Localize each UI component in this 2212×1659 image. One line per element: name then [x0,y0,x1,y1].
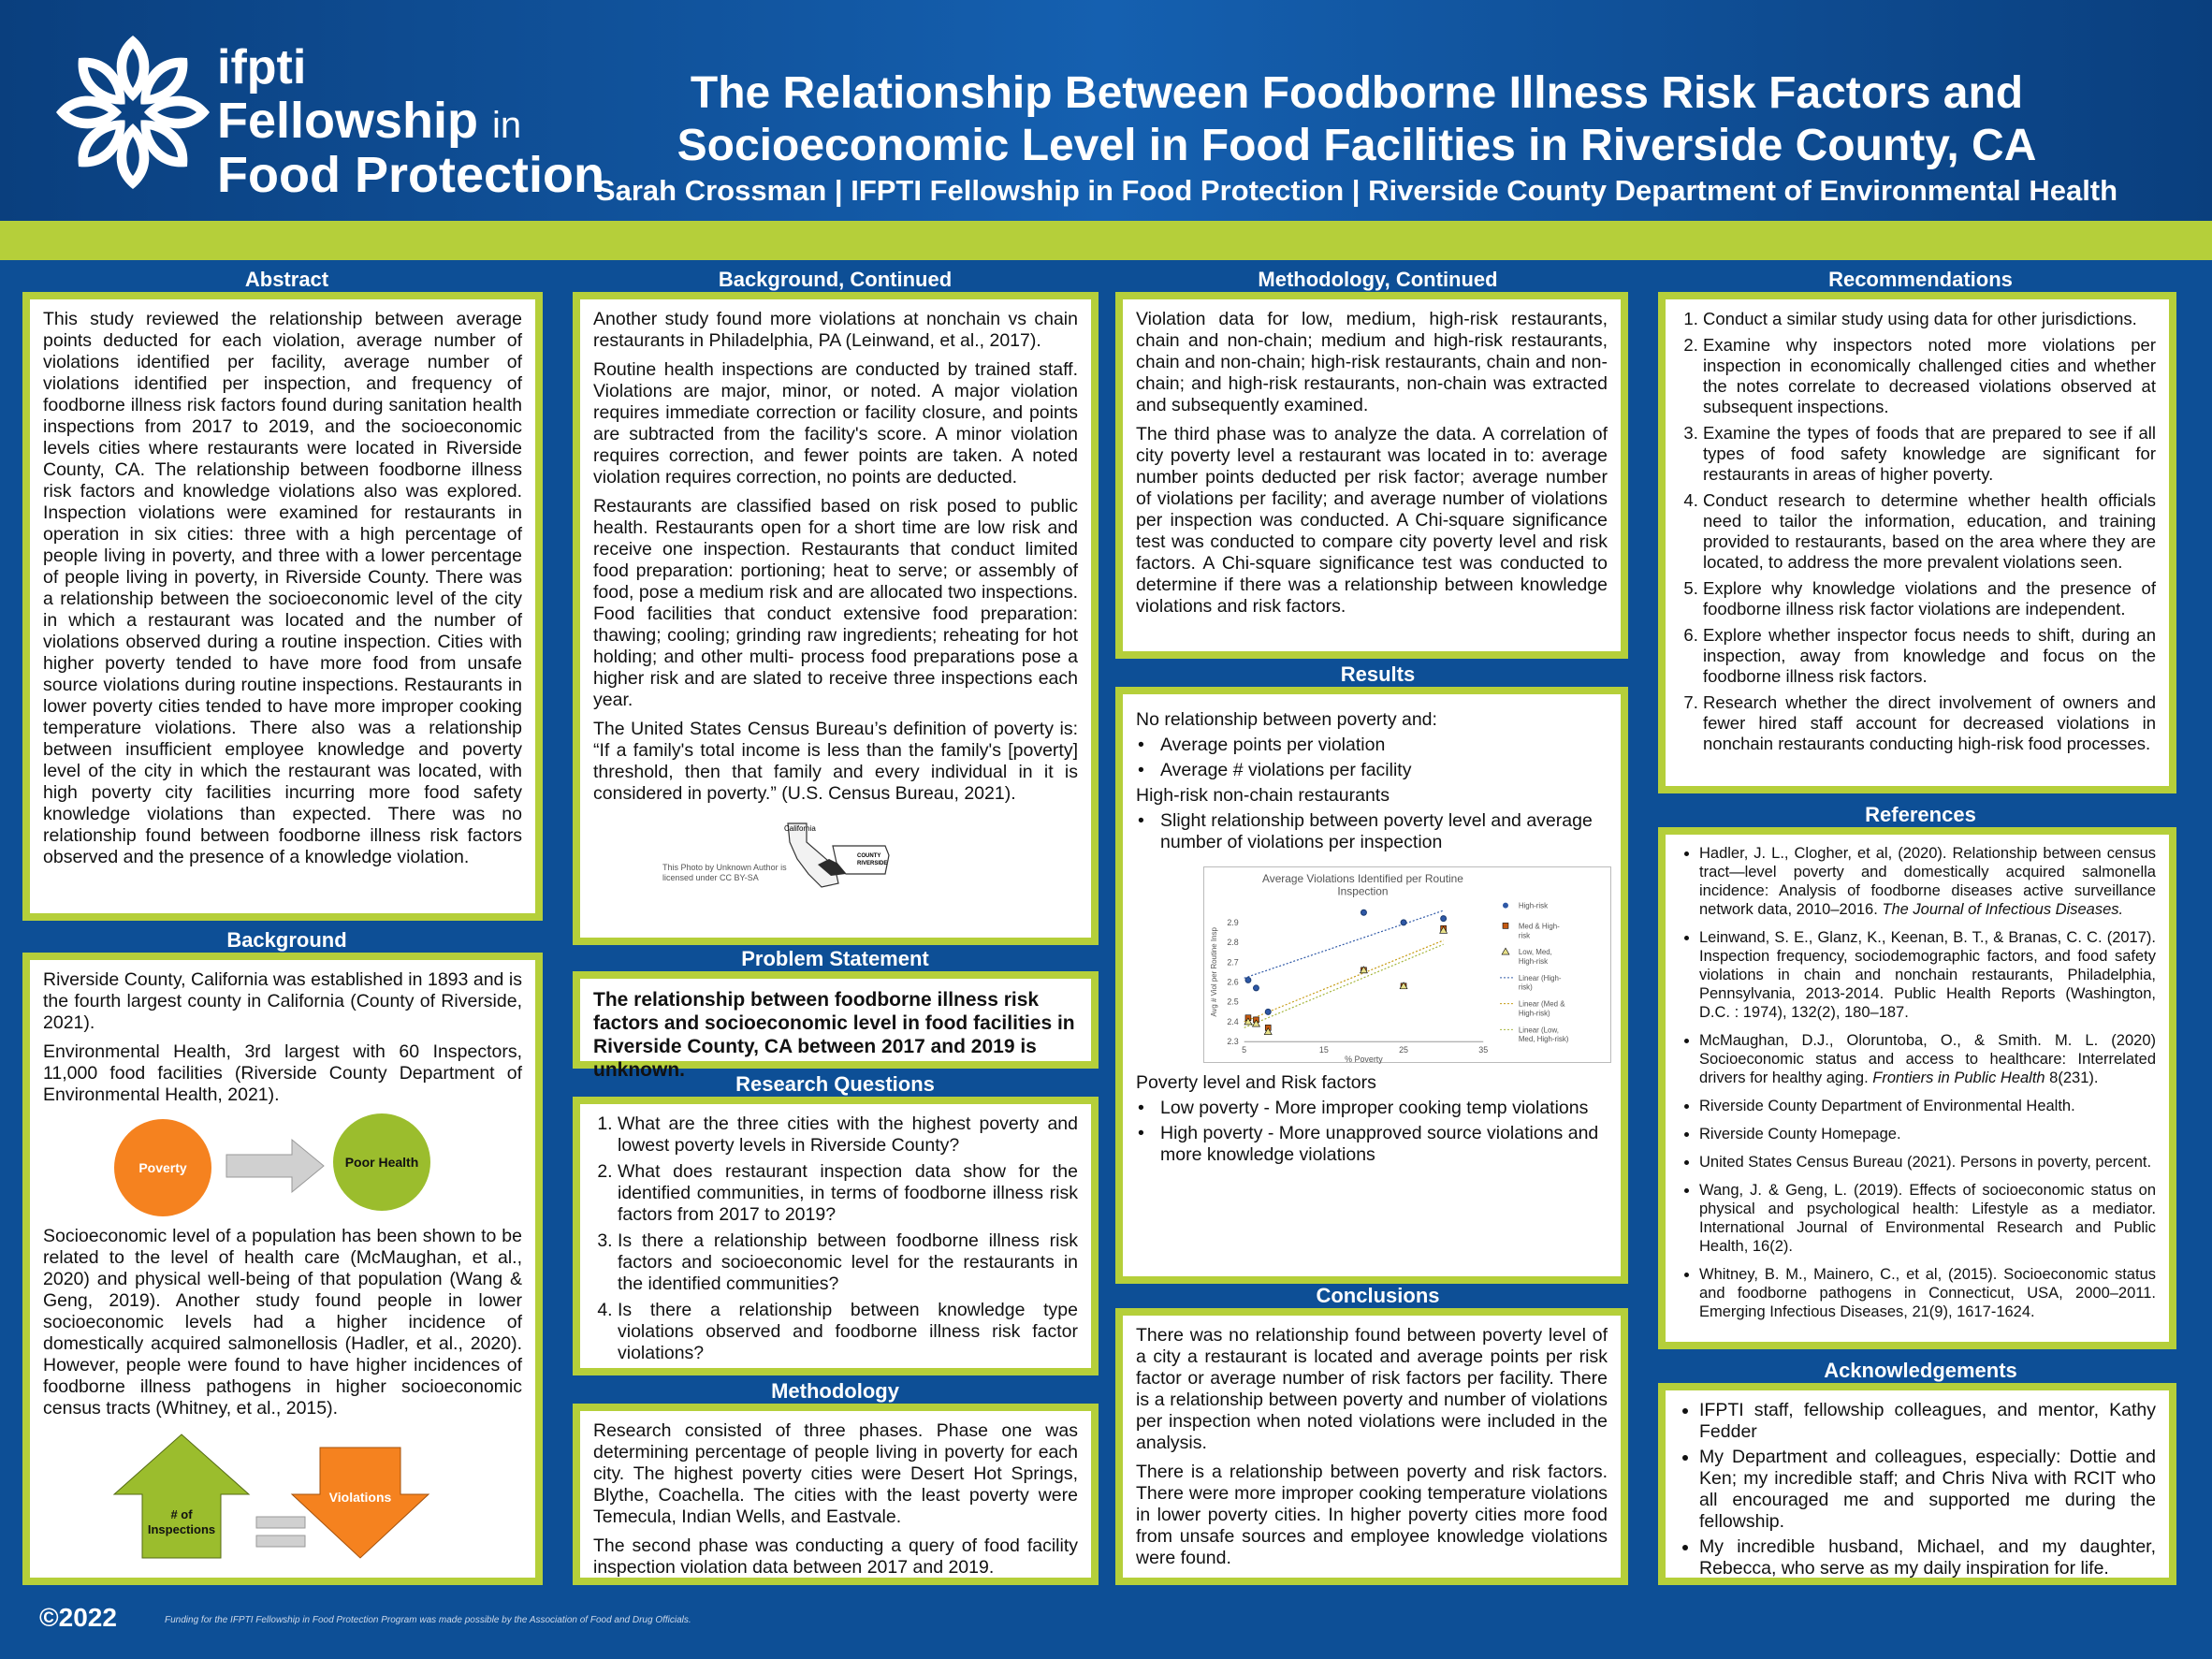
list-item: 3. Is there a relationship between foodborne illness risk factors and socioeconomic level for the restaurants in the identified communities? [618,1230,1078,1295]
chart-point [1265,1009,1271,1014]
list-item [1699,1125,2156,1143]
chart-y-tick: 2.9 [1227,917,1239,927]
list-item: • My Department and colleagues, especially: Dottie and Ken; my incredible staff; and Chris Niva with RCIT who all encouraged me and supported me during the fellowship. [1699,1447,2156,1533]
california-outline [788,823,838,887]
poster-authors: Sarah Crossman | IFPTI Fellowship in Food Protection | Riverside County Department of Environmental Health [595,174,2118,207]
logo-fellowship: Fellowship [217,93,479,149]
recommendations-list [1703,309,2156,754]
legend-marker [1503,923,1508,928]
funding-note: Funding for the IFPTI Fellowship in Food Protection Program was made possible by the Association of Food and Drug Officials. [165,1615,691,1625]
ifpti-flower-logo-icon [49,28,217,196]
chart-y-tick: 2.6 [1227,977,1239,987]
equals-bar-top [256,1517,305,1528]
map-caption-line-2: licensed under CC BY-SA [662,873,759,882]
arrow-right-icon [226,1140,324,1192]
results-list-3 [1136,1098,1608,1166]
references-box [1658,827,2176,1349]
chart-y-tick: 2.3 [1227,1037,1239,1047]
legend-marker [1502,948,1509,954]
map-label-county: COUNTY [857,853,881,859]
list-item: 1. What are the three cities with the highest poverty and lowest poverty levels in Riverside County? [618,1113,1078,1157]
list-item: 5. Explore why knowledge violations and the presence of foodborne illness risk factor violations are independent. [1703,578,2156,619]
legend-label: Linear (Low, [1518,1026,1559,1035]
results-sub: High-risk non-chain restaurants [1136,785,1390,806]
reference-text: Wang, J. & Geng, L. (2019). Effects of socioeconomic status on physical and psychological health: Lifestyle as a mediator. International Journal of Environmental Research and Public Health, 16(2). [1699,1182,2156,1255]
chart-y-tick: 2.8 [1227,938,1239,948]
list-item: 2. Examine why inspectors noted more violations per inspection in economically challenged cities and whether the notes correlate to decreased violations observed at subsequent inspections. [1703,335,2156,417]
reference-journal: The Journal of Infectious Diseases. [1882,901,2124,918]
poverty-label: Poverty [138,1160,187,1175]
chart-point [1441,916,1447,922]
reference-text: United States Census Bureau (2021). Persons in poverty, percent. [1699,1154,2152,1171]
legend-label: High-risk [1518,957,1549,967]
list-item [1699,928,2156,1022]
reference-text: Whitney, B. M., Mainero, C., et al, (2015). Socioeconomic status and foodborne pathogens in Connecticut, USA, 2000–2011. Emerging Infectious Diseases, 21(9), 1617-1624. [1699,1266,2156,1320]
reference-text: Riverside County Homepage. [1699,1126,1901,1142]
chart-title: Average Violations Identified per Routine [1262,871,1463,885]
arrow-up-label-1: # of [170,1507,193,1521]
references-list [1699,844,2156,1321]
list-item: • Average # violations per facility [1136,760,1608,781]
map-caption [662,863,787,883]
background-cont-heading: Background, Continued [718,268,953,291]
background-p2: Environmental Health, 3rd largest with 60 Inspectors, 11,000 food facilities (Riverside County Department of Environmental Health, 2021). [43,1041,522,1105]
list-item: • IFPTI staff, fellowship colleagues, and mentor, Kathy Fedder [1699,1400,2156,1443]
list-item [1699,1031,2156,1087]
background-cont-p4: The United States Census Bureau’s definition of poverty is: “If a family's total income is less than the family's [poverty] threshold, then that family and every individual in it is considered in poverty.” (U.S. Census Bureau, 2021). [593,719,1078,804]
chart-y-label: Avg # Viol per Routine Insp [1209,927,1218,1017]
background-box [22,953,543,1585]
reference-text: Hadler, J. L., Clogher, et al, (2020). Relationship between census tract—level poverty and domestically acquired salmonella incidence: Analysis of foodborne diseases active surveillance network data, 2010–2016. [1699,845,2156,918]
problem-box [573,971,1099,1081]
legend-label: Linear (Med & [1518,999,1565,1009]
legend-marker [1503,903,1508,909]
chart-trendline [1244,944,1444,1027]
methodology-cont-p1: Violation data for low, medium, high-risk restaurants, chain and non-chain; medium and high-risk restaurants, chain and non-chain; high-risk restaurants, chain and non-chain; and high-risk restaurants, non-chain was extracted and subsequently examined. [1136,309,1608,415]
references-heading: References [1865,803,1976,826]
chart-point [1245,977,1251,982]
methodology-p1: Research consisted of three phases. Phase one was determining percentage of people living in poverty for each city. The highest poverty cities were Desert Hot Springs, Blythe, Coachella. The cities with the least poverty were Temecula, Indian Wells, and Eastvale. [593,1420,1078,1527]
title-line-1: The Relationship Between Foodborne Illness Risk Factors and [690,68,2024,118]
abstract-box [22,292,543,921]
reference-text: Leinwand, S. E., Glanz, K., Keenan, B. T., & Branas, C. C. (2017). Inspection frequency, sociodemographic factors, and food safety violations in chain and nonchain restaurants, Philadelphia, Pennsylvania, 2013-2014. Public Health Reports (Washington, D.C. : 1974), 132(2), 180–187. [1699,929,2156,1021]
copyright: ©2022 [39,1603,117,1632]
poverty-health-diagram [43,1113,530,1216]
conclusions-box [1115,1308,1628,1585]
results-heading: Results [1340,662,1416,686]
abstract-text: This study reviewed the relationship between average points deducted for each violation, average number of violations identified per facility, average number of violations identified per inspection, and frequency of foodborne illness risk factors found during sanitation health inspections from 2017 to 2019, and the socioeconomic levels cities where restaurants were located in Riverside County, CA. The relationship between foodborne illness risk factors and knowledge violations also was explored. Inspection violations were examined for restaurants in operation in six cities: three with a high percentage of people living in poverty, and three with a lower percentage of people living in poverty, in Riverside County. There was a relationship between the socioeconomic level of the city in which a restaurant was located and the number of violations observed during a routine inspection. Cities with higher poverty tended to have more food from unsafe source violations during routine inspections. Restaurants in lower poverty cities tended to have more improper cooking temperature violations. There also was a relationship between insufficient employee knowledge and poverty level of the city in which the restaurant was located, with high poverty city facilities incurring more food safety knowledge violations than expected. There was no relationship found between foodborne illness risk factors observed and the presence of a knowledge violation. [43,309,522,867]
reference-text: Riverside County Department of Environmental Health. [1699,1098,2075,1114]
results-list-1 [1136,735,1608,781]
results-box [1115,687,1628,1284]
logo-in: in [492,105,522,146]
list-item: 7. Research whether the direct involvement of owners and fewer hired staff account for decreased violations in nonchain restaurants conducting high-risk food processes. [1703,692,2156,754]
acknowledgements-heading: Acknowledgements [1824,1359,2017,1382]
equals-bar-bottom [256,1535,305,1547]
list-item [1699,1181,2156,1256]
recommendations-box [1658,292,2176,793]
arrow-up-label-2: Inspections [147,1522,216,1536]
chart-point [1253,985,1259,991]
list-item: • High poverty - More unapproved source violations and more knowledge violations [1136,1123,1608,1166]
list-item: 2. What does restaurant inspection data show for the identified communities, in terms of foodborne illness risk factors from 2017 to 2019? [618,1161,1078,1226]
background-cont-box [573,292,1099,945]
conclusions-p2: There is a relationship between poverty and risk factors. There were more improper cooking temperature violations in lower poverty cities. In higher poverty cities more food from unsafe sources and employee knowledge violations were found. [1136,1462,1608,1568]
legend-label: Med & High- [1518,922,1560,931]
chart-x-tick: 25 [1399,1045,1408,1055]
list-item: • Average points per violation [1136,735,1608,756]
poster-title [561,67,2152,172]
list-item [1699,1097,2156,1115]
list-item [1699,1153,2156,1171]
methodology-heading: Methodology [771,1379,899,1403]
background-p1: Riverside County, California was established in 1893 and is the fourth largest county in California (County of Riverside, 2021). [43,969,522,1033]
list-item: 4. Conduct research to determine whether health officials need to tailor the information, education, and training provided to restaurants, based on the area where they are located, to address the more prevalent violations seen. [1703,490,2156,573]
list-item: • Slight relationship between poverty level and average number of violations per inspection [1136,810,1608,853]
map-label-riverside: RIVERSIDE [857,861,888,866]
chart-x-tick: 5 [1242,1045,1247,1055]
background-cont-p2: Routine health inspections are conducted by trained staff. Violations are major, minor, or noted. A major violation requires immediate correction or facility closure, and points are subtracted from the facility's score. A minor violation requires correction, and fewer points are taken. A noted violation requires correction, no points are deducted. [593,359,1078,488]
abstract-heading: Abstract [244,268,329,291]
chart-y-tick: 2.4 [1227,1016,1239,1026]
background-cont-p1: Another study found more violations at nonchain vs chain restaurants in Philadelphia, PA (Leinwand, et al., 2017). [593,309,1078,351]
chart-title-line-2: Inspection [1337,884,1389,898]
legend-label: risk [1518,931,1531,940]
list-item: • My incredible husband, Michael, and my daughter, Rebecca, who serve as my daily inspiration for life. [1699,1536,2156,1579]
research-questions-heading: Research Questions [735,1072,935,1096]
reference-journal: Frontiers in Public Health [1872,1070,2045,1086]
violations-scatter-chart [1203,866,1611,1063]
list-item [1699,844,2156,919]
california-map-icon [780,818,902,893]
logo-wordmark [217,40,604,203]
conclusions-p1: There was no relationship found between poverty level of a city a restaurant is located and average points per risk factor or average number of risk factors per facility. There is a relationship between poverty and number of violations per inspection when noted violations were included in the analysis. [1136,1325,1608,1453]
chart-x-tick: 15 [1318,1045,1329,1055]
acknowledgements-box [1658,1383,2176,1585]
chart-trendline [1244,910,1444,978]
problem-heading: Problem Statement [741,947,929,970]
background-cont-p3: Restaurants are classified based on risk posed to public health. Restaurants open for a short time are low risk and receive one inspection. Restaurants that conduct limited food preparation: portioning; heat to serve; or assembly of food, pose a medium risk and are allocated two inspections. Food facilities that conduct extensive food preparation: thawing; cooling; grinding raw ingredients; reheating for hot holding; and other multi- process food preparations pose a higher risk and are slated to receive three inspections each year. [593,496,1078,710]
chart-trendline [1244,940,1444,1022]
research-questions-list [618,1113,1078,1364]
logo-ifpti: ifpti [217,40,307,95]
results-intro: No relationship between poverty and: [1136,709,1437,730]
poor-health-label: Poor Health [344,1155,419,1170]
header-accent-bar [0,221,2212,260]
list-item: • Low poverty - More improper cooking temp violations [1136,1098,1608,1119]
methodology-box [573,1404,1099,1585]
list-item: 1. Conduct a similar study using data for other jurisdictions. [1703,309,2156,329]
results-intro-2: Poverty level and Risk factors [1136,1072,1376,1093]
list-item: 4. Is there a relationship between knowledge type violations observed and foodborne illness risk factor violations? [618,1300,1078,1364]
logo-food-protection: Food Protection [217,147,604,203]
methodology-p2: The second phase was conducting a query of food facility inspection violation data between 2017 and 2019. [593,1535,1078,1578]
legend-label: Med, High-risk) [1518,1035,1569,1044]
chart-point [1401,920,1406,925]
inspections-violations-diagram [43,1427,530,1567]
chart-x-tick: 35 [1478,1045,1489,1055]
legend-label: Low, Med, [1518,948,1552,957]
acknowledgements-list [1699,1400,2156,1579]
chart-point [1361,910,1366,915]
arrow-up-icon [114,1434,249,1558]
map-label-state: California [784,824,816,833]
arrow-down-label: Violations [328,1490,392,1505]
title-line-2: Socioeconomic Level in Food Facilities in Riverside County, CA [677,121,2037,170]
list-item [1699,1265,2156,1321]
reference-tail: 8(231). [2045,1070,2099,1086]
legend-label: High-risk) [1518,1009,1550,1018]
reference-text: McMaughan, D.J., Oloruntoba, O., & Smith. M. L. (2020) Socioeconomic status and access to healthcare: Interrelated drivers for healthy aging. [1699,1032,2156,1086]
chart-x-label: % Poverty [1345,1055,1383,1064]
background-p3: Socioeconomic level of a population has been shown to be related to the level of health care (McMaughan, et al., 2020) and physical well-being of that population (Wang & Geng, 2019). Another study found people in lower socioeconomic levels had a higher incidence of domestically acquired salmonellosis (Hadler, et al., 2020). However, people were found to have higher incidences of foodborne illness pathogens in higher socioeconomic census tracts (Whitney, et al., 2015). [43,1226,522,1419]
methodology-cont-box [1115,292,1628,659]
map-caption-line-1: This Photo by Unknown Author is [662,863,787,872]
background-heading: Background [226,928,347,952]
conclusions-heading: Conclusions [1316,1284,1440,1307]
legend-label: High-risk [1518,901,1549,910]
list-item: 3. Examine the types of foods that are prepared to see if all types of food safety knowledge are significant for restaurants in areas of higher poverty. [1703,423,2156,485]
results-list-2 [1136,810,1608,853]
legend-label: risk) [1518,982,1533,992]
legend-label: Linear (High- [1518,973,1562,982]
riverside-map [593,812,1078,906]
recommendations-heading: Recommendations [1828,268,2013,291]
chart-y-tick: 2.7 [1227,957,1239,968]
methodology-cont-heading: Methodology, Continued [1258,268,1498,291]
list-item: 6. Explore whether inspector focus needs to shift, during an inspection, away from knowledge and focus on the foodborne illness risk factors. [1703,625,2156,687]
methodology-cont-p2: The third phase was to analyze the data. A correlation of city poverty level a restaurant was located in to: average number points deducted per risk factor; average number of violations per facility; and average number of violations per inspection was conducted. A Chi-square significance test was conducted to compare city poverty level and risk factors. A Chi-square significance test was conducted to determine if there was a relationship between knowledge violations and risk factors. [1136,424,1608,617]
problem-text: The relationship between foodborne illness risk factors and socioeconomic level in food facilities in Riverside County, CA between 2017 and 2019 is unknown. [593,989,1075,1081]
chart-y-tick: 2.5 [1227,997,1239,1007]
research-questions-box [573,1097,1099,1375]
